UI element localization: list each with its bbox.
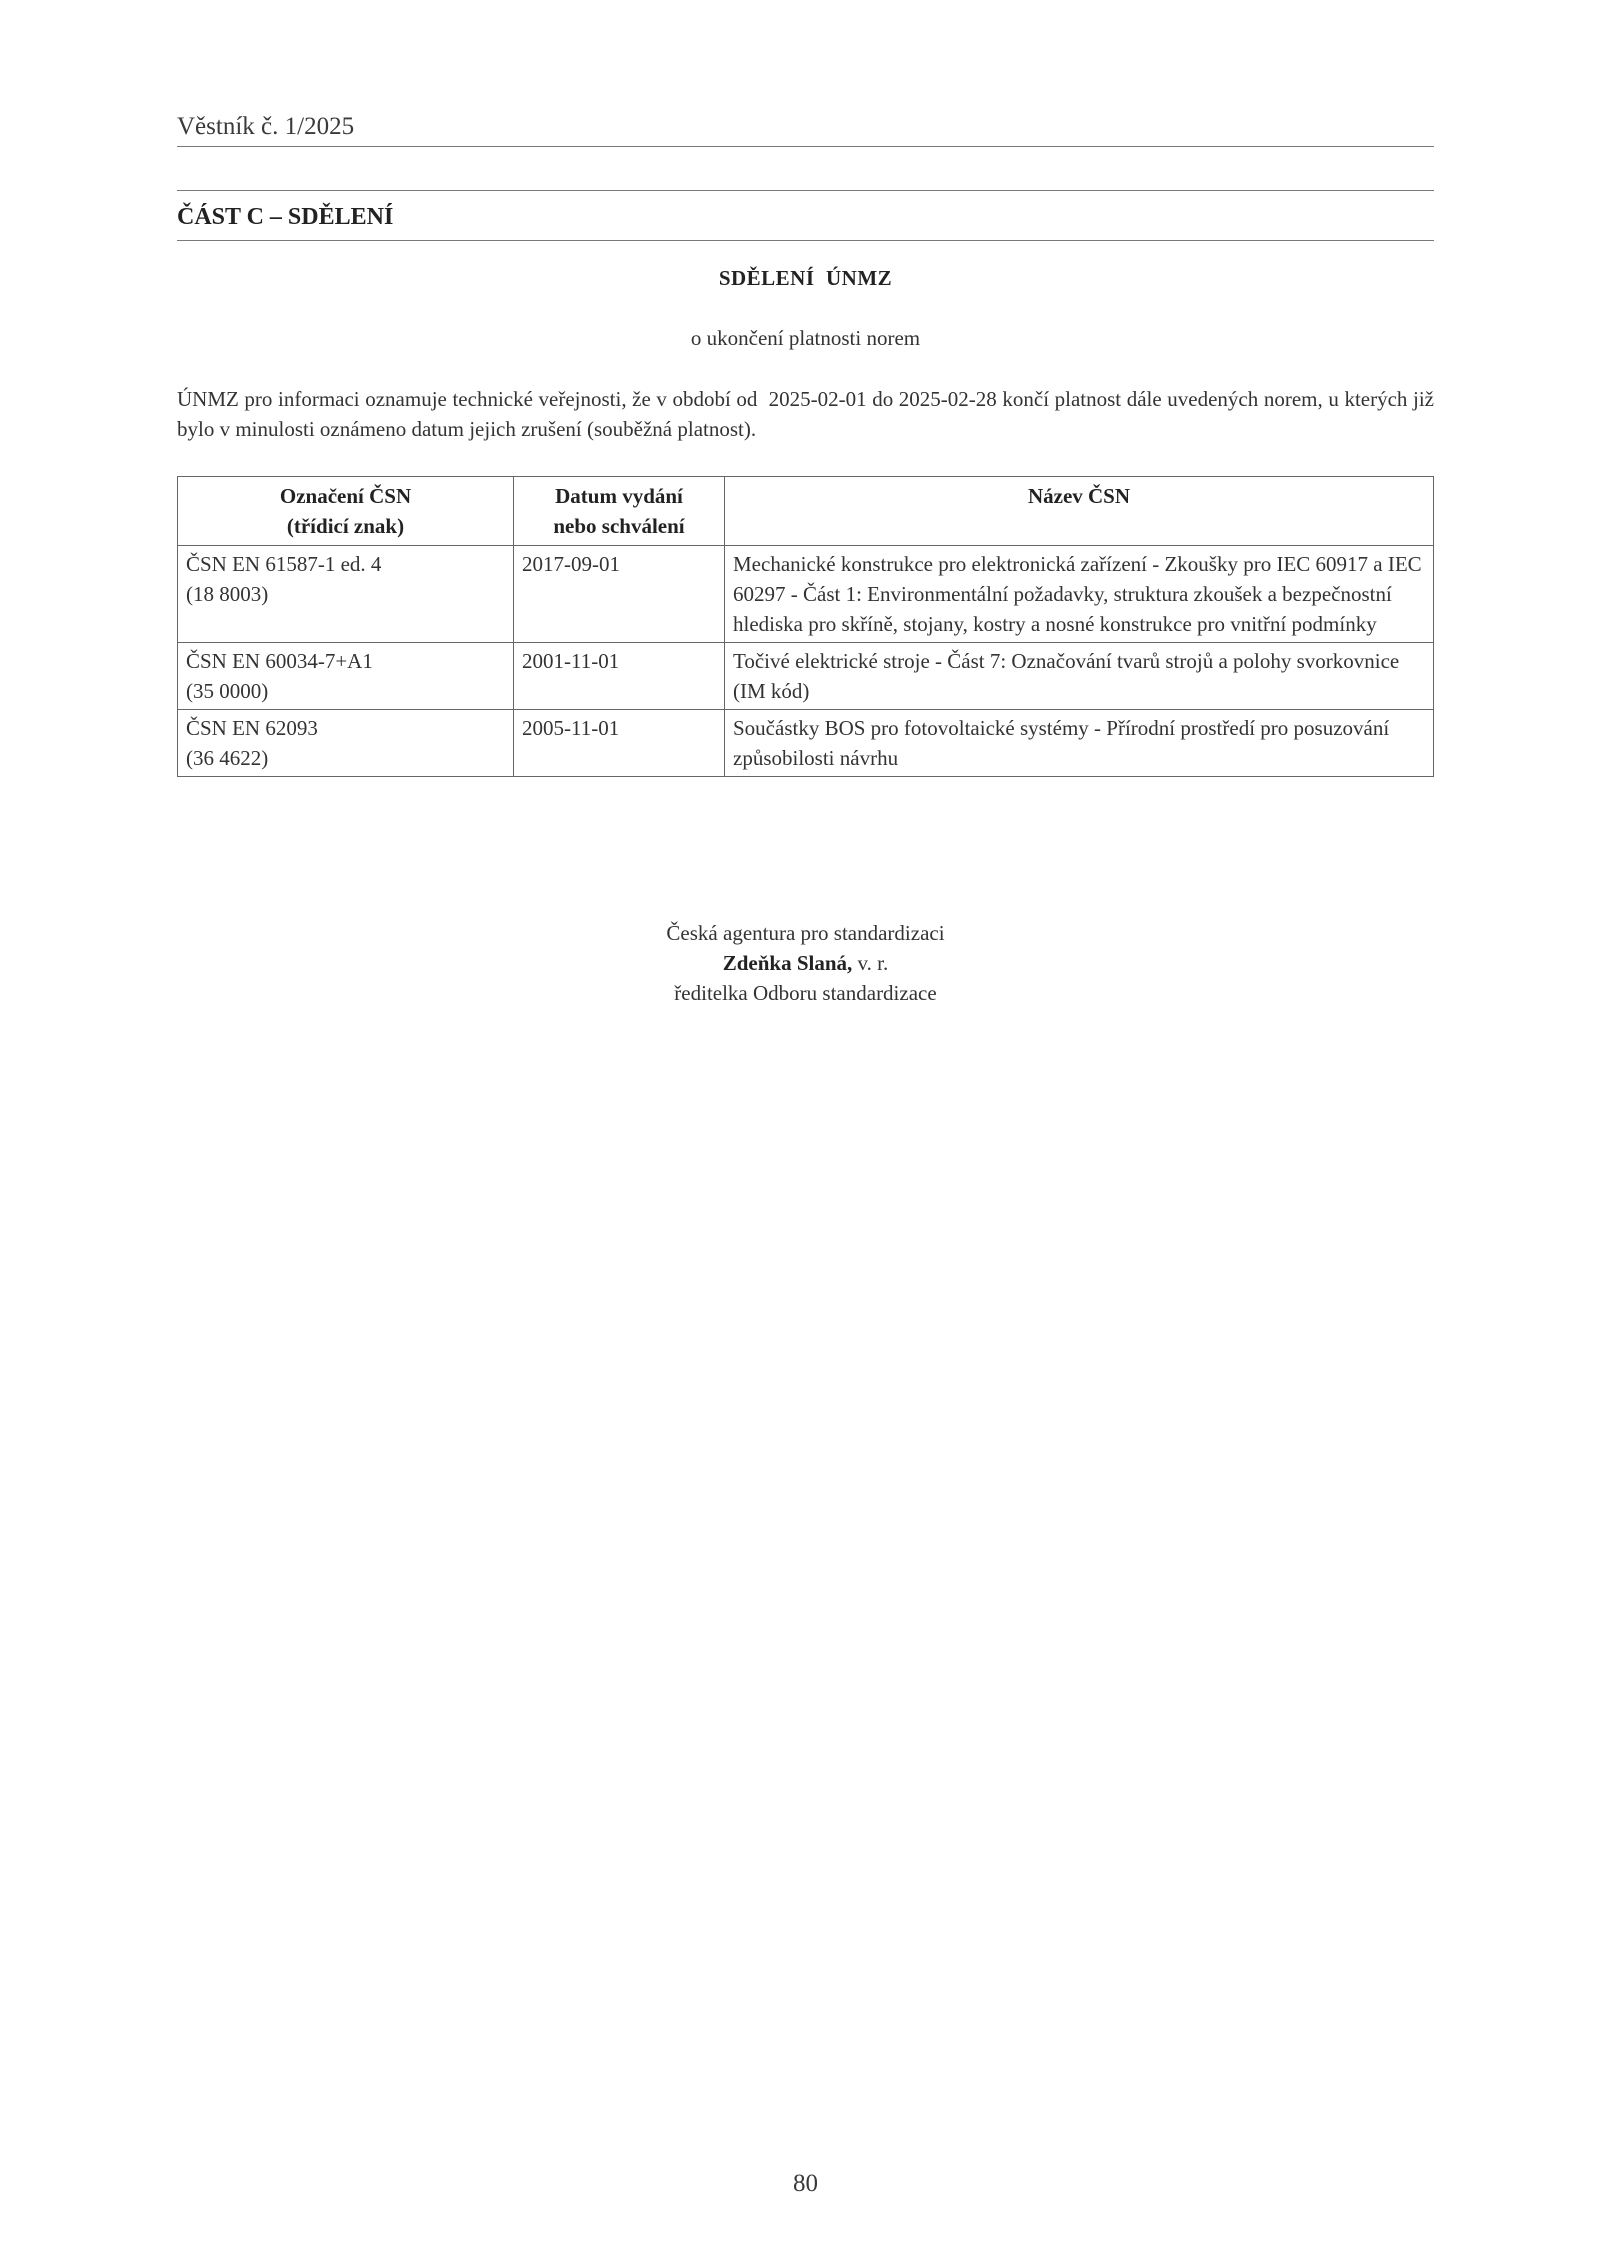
signature-suffix: v. r. xyxy=(852,951,889,975)
notice-subtitle: o ukončení platnosti norem xyxy=(690,326,921,350)
header-code-line2: (třídicí znak) xyxy=(286,514,405,538)
signature-organization: Česká agentura pro standardizaci xyxy=(666,921,945,945)
cell-date: 2001-11-01 xyxy=(514,643,725,710)
header-date-line2: nebo schválení xyxy=(553,514,685,538)
header-code-line1: Označení ČSN xyxy=(279,484,412,508)
header-code xyxy=(178,477,514,546)
running-header: Věstník č. 1/2025 xyxy=(177,113,355,140)
cell-code xyxy=(178,710,514,777)
notice-title: SDĚLENÍ ÚNMZ xyxy=(718,266,893,290)
header-date xyxy=(514,477,725,546)
intro-paragraph: ÚNMZ pro informaci oznamuje technické veřejnosti, že v období od 2025-02-01 do 2025-02-28 končí platnost dále uvedených norem, u kterých již bylo v minulosti oznámeno datum jejich zrušení (souběžná platnost). xyxy=(177,387,1440,441)
norm-code: ČSN EN 61587-1 ed. 4 xyxy=(186,552,382,576)
cell-code xyxy=(178,546,514,643)
norm-class-code: (36 4622) xyxy=(186,746,269,770)
norms-table xyxy=(177,476,1434,777)
cell-name: Mechanické konstrukce pro elektronická zařízení - Zkoušky pro IEC 60917 a IEC 60297 - Část 1: Environmentální požadavky, struktura zkoušek a bezpečnostní hlediska pro skříně, stojany, kostry a nosné konstrukce pro vnitřní podmínky xyxy=(725,546,1434,643)
cell-name: Točivé elektrické stroje - Část 7: Označování tvarů strojů a polohy svorkovnice (IM kód) xyxy=(725,643,1434,710)
section-bottom-rule xyxy=(177,240,1434,241)
page-number: 80 xyxy=(793,2170,818,2197)
cell-date: 2005-11-01 xyxy=(514,710,725,777)
signature-name: Zdeňka Slaná, xyxy=(722,951,853,975)
section-top-rule xyxy=(177,190,1434,191)
norm-code: ČSN EN 62093 xyxy=(186,716,318,740)
document-page xyxy=(177,0,1440,2263)
norm-code: ČSN EN 60034-7+A1 xyxy=(186,649,373,673)
header-date-line1: Datum vydání xyxy=(555,484,683,508)
signature-role: ředitelka Odboru standardizace xyxy=(674,981,937,1005)
section-title: ČÁST C – SDĚLENÍ xyxy=(177,204,394,230)
table-row xyxy=(178,710,1434,777)
header-name: Název ČSN xyxy=(725,477,1434,546)
table-row xyxy=(178,643,1434,710)
norm-class-code: (18 8003) xyxy=(186,582,269,606)
cell-code xyxy=(178,643,514,710)
norm-class-code: (35 0000) xyxy=(186,679,269,703)
table-row xyxy=(178,546,1434,643)
signature-block xyxy=(177,918,1434,1008)
signature-name-line xyxy=(177,948,1434,978)
table-header-row xyxy=(178,477,1434,546)
cell-name: Součástky BOS pro fotovoltaické systémy - Přírodní prostředí pro posuzování způsobilosti návrhu xyxy=(725,710,1434,777)
header-rule xyxy=(177,146,1434,147)
cell-date: 2017-09-01 xyxy=(514,546,725,643)
